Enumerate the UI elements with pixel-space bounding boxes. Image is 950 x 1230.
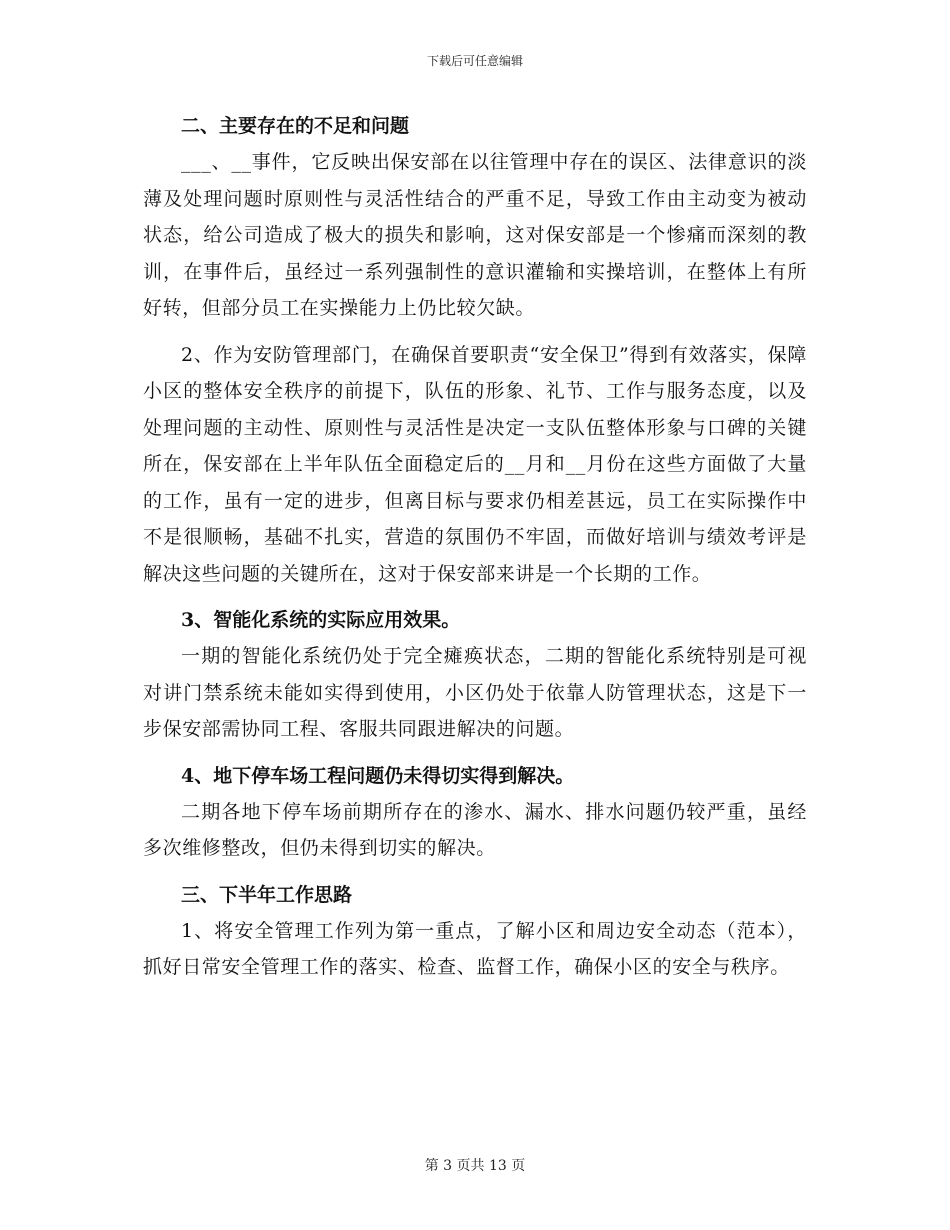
section-heading-parking: 4、地下停车场工程问题仍未得切实得到解决。 — [181, 764, 575, 787]
paragraph-incident: ___、__事件，它反映出保安部在以往管理中存在的误区、法律意识的淡薄及处理问题时原则性与灵活性结合的严重不足，导致工作由主动变为被动状态，给公司造成了极大的损失和影响，这对保安部是一个惨痛而深刻的教训，在事件后，虽经过一系列强制性的意识灌输和实操培训，在整体上有所好转，但部分员工在实操能力上仍比较欠缺。 — [143, 151, 807, 319]
section-heading-shortcomings: 二、主要存在的不足和问题 — [181, 115, 410, 137]
paragraph-plan-1: 1、将安全管理工作列为第一重点，了解小区和周边安全动态（范本），抓好日常安全管理工作的落实、检查、监督工作，确保小区的安全与秩序。 — [143, 919, 807, 978]
paragraph-security-role: 2、作为安防管理部门，在确保首要职责“安全保卫”得到有效落实，保障小区的整体安全秩序的前提下，队伍的形象、礼节、工作与服务态度，以及处理问题的主动性、原则性与灵活性是决定一支队伍整体形象与口碑的关键所在，保安部在上半年队伍全面稳定后的__月和__月份在这些方面做了大量的工作，虽有一定的进步，但离目标与要求仍相差甚远，员工在实际操作中不是很顺畅，基础不扎实，营造的氛围仍不牢固，而做好培训与绩效考评是解决这些问题的关键所在，这对于保安部来讲是一个长期的工作。 — [143, 343, 807, 585]
paragraph-intelligent-system: 一期的智能化系统仍处于完全瘫痪状态，二期的智能化系统特别是可视对讲门禁系统未能如实得到使用，小区仍处于依靠人防管理状态，这是下一步保安部需协同工程、客服共同跟进解决的问题。 — [143, 645, 807, 740]
paragraph-parking: 二期各地下停车场前期所存在的渗水、漏水、排水问题仍较严重，虽经多次维修整改，但仍未得到切实的解决。 — [143, 800, 807, 859]
section-heading-plan: 三、下半年工作思路 — [181, 883, 353, 906]
document-body — [143, 108, 807, 996]
page-footer: 第 3 页共 13 页 — [424, 1158, 526, 1174]
page-header: 下载后可任意编辑 — [426, 54, 523, 68]
section-heading-intelligent-system: 3、智能化系统的实际应用效果。 — [181, 609, 461, 631]
